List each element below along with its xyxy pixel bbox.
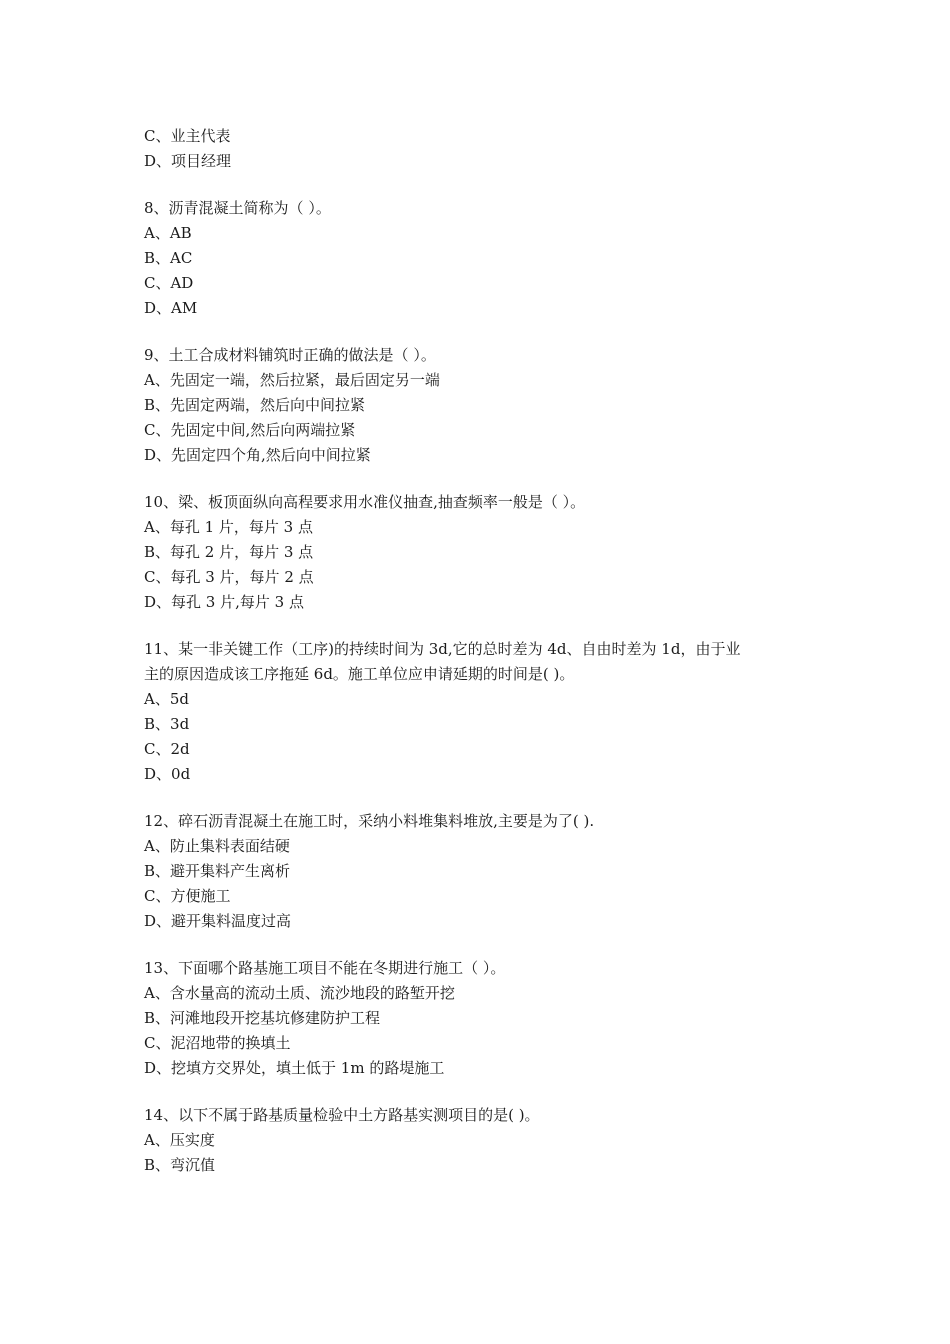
question-stem-line-2: 主的原因造成该工序拖延 6d。施工单位应申请延期的时间是( )。 xyxy=(144,665,575,683)
option-b: B、每孔 2 片，每片 3 点 xyxy=(144,543,314,561)
option-c: C、每孔 3 片，每片 2 点 xyxy=(144,568,314,586)
question-stem: 12、碎石沥青混凝土在施工时，采纳小料堆集料堆放,主要是为了( ). xyxy=(144,812,595,830)
option-b: B、避开集料产生离析 xyxy=(144,862,291,880)
option-a: A、防止集料表面结硬 xyxy=(144,837,290,855)
question-stem: 8、沥青混凝土简称为（ ）。 xyxy=(144,199,331,217)
question-stem: 14、以下不属于路基质量检验中土方路基实测项目的是( )。 xyxy=(144,1106,540,1124)
option-a: A、每孔 1 片，每片 3 点 xyxy=(144,518,313,536)
option-b: B、3d xyxy=(144,715,190,733)
lead-options xyxy=(144,124,824,174)
question-10 xyxy=(144,490,824,615)
option-d: D、0d xyxy=(144,765,191,783)
option-d: D、AM xyxy=(144,299,198,317)
question-14 xyxy=(144,1103,824,1178)
question-12 xyxy=(144,809,824,934)
question-9 xyxy=(144,343,824,468)
option-a: A、AB xyxy=(144,224,192,242)
question-11 xyxy=(144,637,824,787)
question-stem-line-1: 11、某一非关键工作（工序)的持续时间为 3d,它的总时差为 4d、自由时差为 1d，由于业 xyxy=(144,640,741,658)
option-c: C、方便施工 xyxy=(144,887,231,905)
option-b: B、先固定两端，然后向中间拉紧 xyxy=(144,396,366,414)
option-c: C、泥沼地带的换填土 xyxy=(144,1034,291,1052)
question-13 xyxy=(144,956,824,1081)
option-a: A、先固定一端，然后拉紧，最后固定另一端 xyxy=(144,371,440,389)
option-c-q7: C、业主代表 xyxy=(144,127,231,145)
option-a: A、5d xyxy=(144,690,189,708)
option-a: A、压实度 xyxy=(144,1131,215,1149)
option-d: D、避开集料温度过高 xyxy=(144,912,292,930)
document-page xyxy=(144,124,824,1178)
option-c: C、先固定中间,然后向两端拉紧 xyxy=(144,421,356,439)
option-a: A、含水量高的流动土质、流沙地段的路堑开挖 xyxy=(144,984,455,1002)
question-8 xyxy=(144,196,824,321)
option-b: B、AC xyxy=(144,249,193,267)
question-stem: 13、下面哪个路基施工项目不能在冬期进行施工（ ）。 xyxy=(144,959,506,977)
option-d-q7: D、项目经理 xyxy=(144,152,232,170)
option-d: D、挖填方交界处，填土低于 1m 的路堤施工 xyxy=(144,1059,445,1077)
option-b: B、河滩地段开挖基坑修建防护工程 xyxy=(144,1009,381,1027)
question-stem: 10、梁、板顶面纵向高程要求用水准仪抽查,抽查频率一般是（ ）。 xyxy=(144,493,586,511)
option-d: D、先固定四个角,然后向中间拉紧 xyxy=(144,446,371,464)
option-b: B、弯沉值 xyxy=(144,1156,216,1174)
option-c: C、2d xyxy=(144,740,190,758)
question-stem: 9、土工合成材料铺筑时正确的做法是（ ）。 xyxy=(144,346,436,364)
option-d: D、每孔 3 片,每片 3 点 xyxy=(144,593,304,611)
option-c: C、AD xyxy=(144,274,194,292)
